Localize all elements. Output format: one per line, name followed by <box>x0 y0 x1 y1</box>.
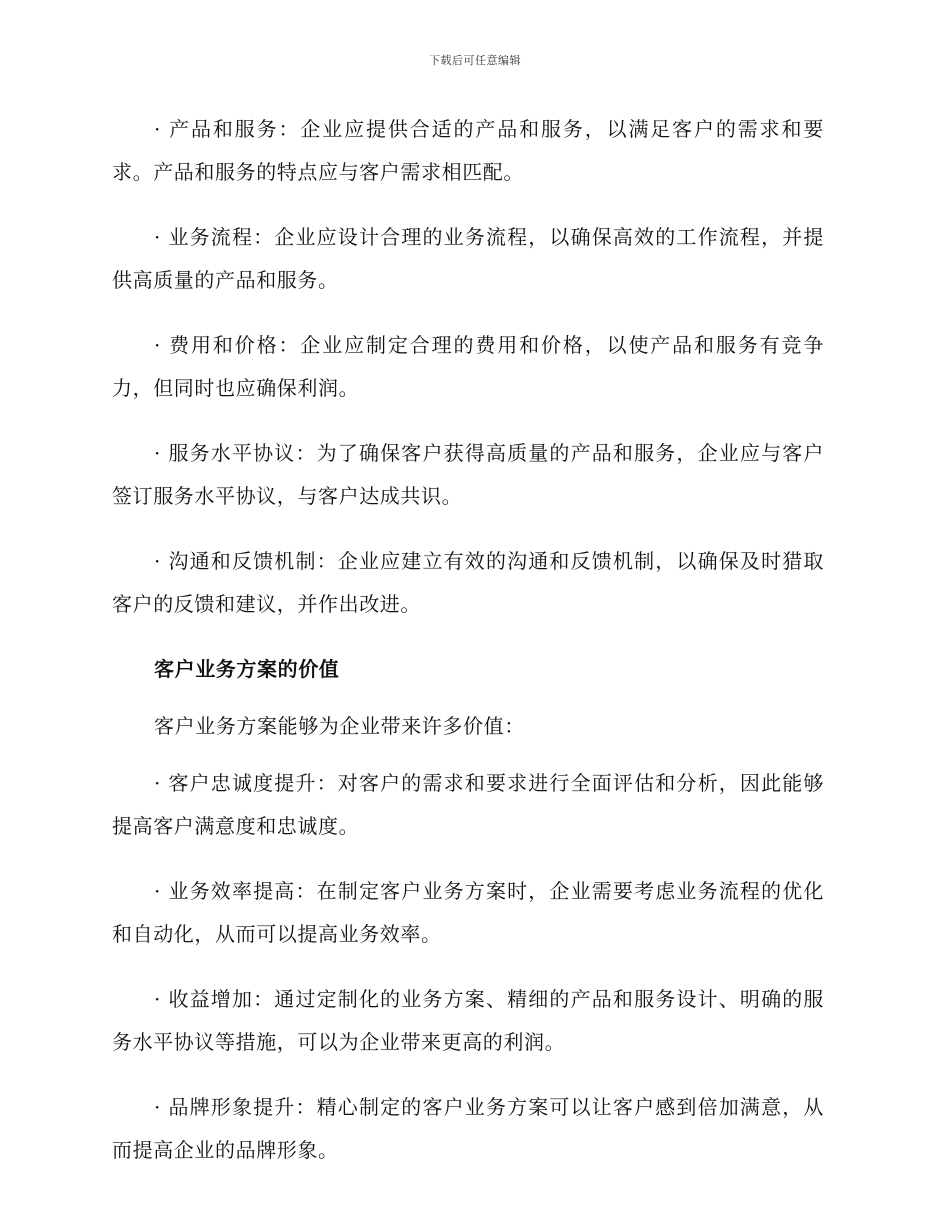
paragraph-brand-image: · 品牌形象提升：精心制定的客户业务方案可以让客户感到倍加满意，从而提高企业的品牌形象。 <box>112 1095 824 1162</box>
paragraph-cost-price: · 费用和价格：企业应制定合理的费用和价格，以使产品和服务有竞争力，但同时也应确保利润。 <box>112 333 824 400</box>
paragraph-customer-loyalty: · 客户忠诚度提升：对客户的需求和要求进行全面评估和分析，因此能够提高客户满意度和忠诚度。 <box>112 771 824 838</box>
document-body <box>112 108 824 1194</box>
paragraph-business-process: · 业务流程：企业应设计合理的业务流程，以确保高效的工作流程，并提供高质量的产品和服务。 <box>112 225 824 292</box>
section-intro: 客户业务方案能够为企业带来许多价值： <box>154 714 525 738</box>
paragraph-products-services: · 产品和服务：企业应提供合适的产品和服务，以满足客户的需求和要求。产品和服务的特点应与客户需求相匹配。 <box>112 117 824 184</box>
paragraph-service-level-agreement: · 服务水平协议：为了确保客户获得高质量的产品和服务，企业应与客户签订服务水平协议，与客户达成共识。 <box>112 441 824 508</box>
page-header: 下载后可任意编辑 <box>429 54 521 67</box>
paragraph-revenue-increase: · 收益增加：通过定制化的业务方案、精细的产品和服务设计、明确的服务水平协议等措施，可以为企业带来更高的利润。 <box>112 987 824 1054</box>
paragraph-business-efficiency: · 业务效率提高：在制定客户业务方案时，企业需要考虑业务流程的优化和自动化，从而可以提高业务效率。 <box>112 879 824 946</box>
paragraph-communication-feedback: · 沟通和反馈机制：企业应建立有效的沟通和反馈机制，以确保及时猎取客户的反馈和建议，并作出改进。 <box>112 549 824 616</box>
section-heading: 客户业务方案的价值 <box>154 657 340 681</box>
